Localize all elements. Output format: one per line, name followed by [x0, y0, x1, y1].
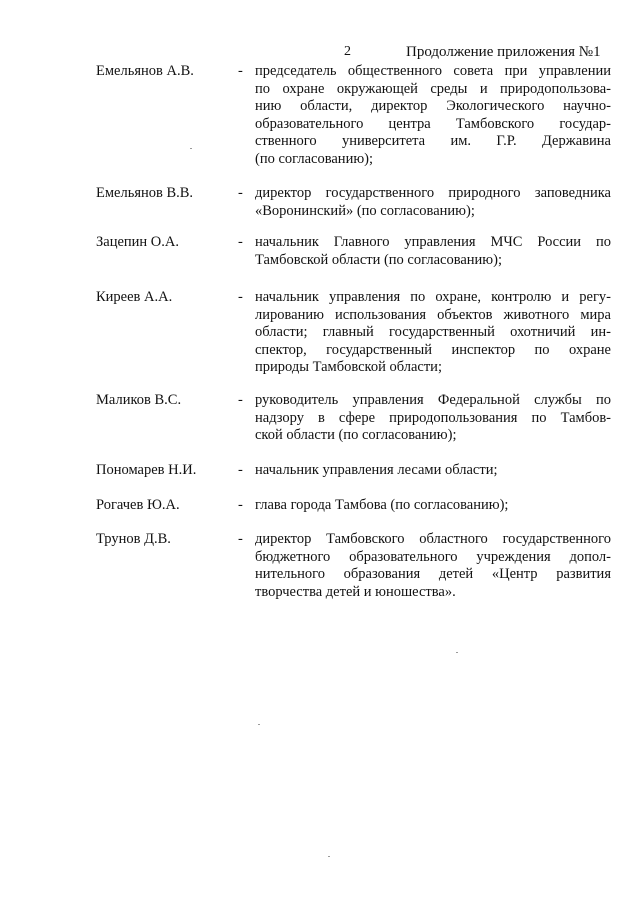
role-line: Тамбовской области (по согласованию); [255, 251, 502, 268]
member-name: Маликов В.С. [96, 392, 182, 408]
role-line: «Воронинский» (по согласованию); [255, 202, 475, 219]
role-line: спектор, государственный инспектор по охране [255, 341, 611, 358]
list-dash: - [238, 234, 243, 250]
role-line: глава города Тамбова (по согласованию); [255, 497, 509, 513]
member-role [255, 63, 611, 169]
member-role [255, 531, 611, 601]
member-role [255, 289, 611, 377]
role-line: по охране окружающей среды и природопользова- [255, 80, 611, 97]
member-role [255, 497, 611, 515]
list-dash: - [238, 531, 243, 547]
role-line: начальник управления лесами области; [255, 462, 498, 478]
member-name: Пономарев Н.И. [96, 462, 197, 478]
role-line: председатель общественного совета при управлении [255, 63, 611, 79]
list-dash: - [238, 63, 243, 79]
scan-speck [258, 724, 260, 725]
role-line: бюджетного образовательного учреждения допол- [255, 548, 611, 565]
role-line: надзору в сфере природопользования по Тамбов- [255, 409, 611, 426]
role-line: области; главный государственный охотничий ин- [255, 324, 611, 341]
role-line: ской области (по согласованию); [255, 427, 457, 444]
continuation-heading: Продолжение приложения №1 [406, 44, 601, 60]
role-line: директор государственного природного заповедника [255, 185, 611, 201]
list-dash: - [238, 185, 243, 201]
role-line: (по согласованию); [255, 150, 374, 167]
role-line: образовательного центра Тамбовского государ- [255, 115, 611, 132]
list-dash: - [238, 392, 243, 408]
member-name: Зацепин О.А. [96, 234, 179, 250]
scan-speck [190, 148, 192, 149]
role-line: ственного университета им. Г.Р. Державина [255, 133, 611, 150]
role-line: природы Тамбовской области; [255, 359, 442, 376]
page-number: 2 [344, 44, 351, 59]
member-name: Емельянов В.В. [96, 185, 194, 201]
role-line: начальник Главного управления МЧС России по [255, 234, 611, 250]
member-role [255, 185, 611, 220]
role-line: творчества детей и юношества». [255, 583, 456, 600]
member-role [255, 392, 611, 445]
role-line: нию области, директор Экологического научно- [255, 98, 611, 115]
scan-speck [328, 856, 330, 857]
role-line: начальник управления по охране, контролю и регу- [255, 289, 611, 305]
list-dash: - [238, 462, 243, 478]
member-role [255, 234, 611, 269]
list-dash: - [238, 497, 243, 513]
role-line: руководитель управления Федеральной службы по [255, 392, 611, 408]
list-dash: - [238, 289, 243, 305]
member-name: Рогачев Ю.А. [96, 497, 180, 513]
member-name: Киреев А.А. [96, 289, 173, 305]
member-role [255, 462, 611, 480]
member-name: Трунов Д.В. [96, 531, 171, 547]
role-line: нительного образования детей «Центр развития [255, 566, 611, 583]
role-line: лированию использования объектов животного мира [255, 306, 611, 323]
member-name: Емельянов А.В. [96, 63, 194, 79]
scan-speck [456, 652, 458, 653]
role-line: директор Тамбовского областного государственного [255, 531, 611, 547]
